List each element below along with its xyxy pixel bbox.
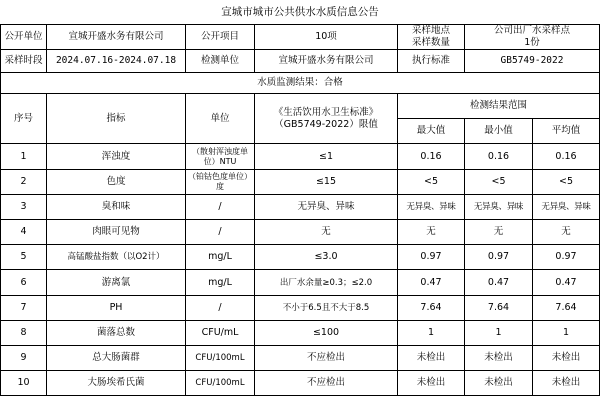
info-row-2 — [1, 50, 600, 73]
row-indicator: 总大肠菌群 — [47, 346, 186, 371]
row-seq: 3 — [1, 195, 47, 220]
row-seq: 5 — [1, 245, 47, 270]
row-seq: 8 — [1, 321, 47, 346]
row-max: 无 — [398, 220, 465, 245]
header-row-1 — [1, 94, 600, 119]
site-value-line-1: 公司出厂水采样点 — [494, 25, 571, 36]
standard-value: GB5749-2022 — [465, 50, 600, 73]
row-max: 未检出 — [398, 346, 465, 371]
item-label: 公开项目 — [186, 25, 255, 50]
header-range: 检测结果范围 — [398, 94, 600, 119]
row-avg: 0.47 — [533, 270, 600, 296]
row-seq: 1 — [1, 144, 47, 170]
row-unit: / — [186, 296, 255, 321]
inspect-label: 检测单位 — [186, 50, 255, 73]
row-avg: 无 — [533, 220, 600, 245]
row-avg: 7.64 — [533, 296, 600, 321]
row-max: 无异臭、异味 — [398, 195, 465, 220]
row-unit: CFU/100mL — [186, 371, 255, 396]
row-indicator: 色度 — [47, 170, 186, 195]
row-min: 无 — [465, 220, 533, 245]
unit-value: 宣城开盛水务有限公司 — [47, 25, 186, 50]
row-min: 0.16 — [465, 144, 533, 170]
header-seq: 序号 — [1, 94, 47, 144]
page-title: 宣城市城市公共供水水质信息公告 — [221, 6, 379, 18]
row-unit: / — [186, 195, 255, 220]
table-row — [1, 371, 600, 396]
row-indicator: 高锰酸盐指数（以O2计） — [47, 245, 186, 270]
unit-label: 公开单位 — [1, 25, 47, 50]
period-label: 采样时段 — [1, 50, 47, 73]
table-row — [1, 245, 600, 270]
row-unit: （散射浑浊度单位）NTU — [186, 144, 255, 170]
row-avg: 未检出 — [533, 346, 600, 371]
row-min: 1 — [465, 321, 533, 346]
table-row — [1, 144, 600, 170]
header-limit-line-1: 《生活饮用水卫生标准》 — [273, 106, 379, 118]
table-row — [1, 346, 600, 371]
row-seq: 6 — [1, 270, 47, 296]
period-value: 2024.07.16-2024.07.18 — [47, 50, 186, 73]
item-value: 10项 — [255, 25, 398, 50]
result-line: 水质监测结果：合格 — [1, 73, 600, 94]
site-label — [398, 25, 465, 50]
row-seq: 7 — [1, 296, 47, 321]
row-avg: 0.97 — [533, 245, 600, 270]
water-quality-table — [0, 24, 600, 396]
row-limit: ≤15 — [255, 170, 398, 195]
row-limit: 不应检出 — [255, 346, 398, 371]
header-min: 最小值 — [465, 119, 533, 144]
header-unit: 单位 — [186, 94, 255, 144]
row-seq: 4 — [1, 220, 47, 245]
row-min: 未检出 — [465, 371, 533, 396]
row-seq: 2 — [1, 170, 47, 195]
row-indicator: 菌落总数 — [47, 321, 186, 346]
standard-label: 执行标准 — [398, 50, 465, 73]
row-indicator: 臭和味 — [47, 195, 186, 220]
row-min: 未检出 — [465, 346, 533, 371]
row-max: 未检出 — [398, 371, 465, 396]
row-indicator: PH — [47, 296, 186, 321]
table-row — [1, 195, 600, 220]
header-limit — [255, 94, 398, 144]
row-avg: <5 — [533, 170, 600, 195]
row-max: 7.64 — [398, 296, 465, 321]
row-limit: ≤3.0 — [255, 245, 398, 270]
row-avg: 0.16 — [533, 144, 600, 170]
row-limit: 无异臭、异味 — [255, 195, 398, 220]
row-limit: 不应检出 — [255, 371, 398, 396]
row-limit: ≤1 — [255, 144, 398, 170]
row-avg: 无异臭、异味 — [533, 195, 600, 220]
header-indicator: 指标 — [47, 94, 186, 144]
row-unit: mg/L — [186, 270, 255, 296]
row-min: 0.97 — [465, 245, 533, 270]
row-limit: 出厂水余量≥0.3；≤2.0 — [255, 270, 398, 296]
site-label-line-2: 采样数量 — [411, 37, 450, 48]
inspect-value: 宣城开盛水务有限公司 — [255, 50, 398, 73]
table-row — [1, 296, 600, 321]
row-min: 0.47 — [465, 270, 533, 296]
row-seq: 9 — [1, 346, 47, 371]
header-limit-line-2: （GB5749-2022）限值 — [274, 118, 378, 130]
row-limit: 无 — [255, 220, 398, 245]
table-row — [1, 321, 600, 346]
row-max: 1 — [398, 321, 465, 346]
site-label-line-1: 采样地点 — [411, 25, 450, 36]
header-max: 最大值 — [398, 119, 465, 144]
row-indicator: 浑浊度 — [47, 144, 186, 170]
site-value — [465, 25, 600, 50]
result-row — [1, 73, 600, 94]
row-max: 0.97 — [398, 245, 465, 270]
row-unit: CFU/100mL — [186, 346, 255, 371]
row-indicator: 大肠埃希氏菌 — [47, 371, 186, 396]
table-row — [1, 270, 600, 296]
row-avg: 1 — [533, 321, 600, 346]
row-unit: / — [186, 220, 255, 245]
site-value-line-2: 1份 — [524, 37, 540, 48]
header-avg: 平均值 — [533, 119, 600, 144]
info-row-1 — [1, 25, 600, 50]
row-min: 7.64 — [465, 296, 533, 321]
row-seq: 10 — [1, 371, 47, 396]
row-max: 0.16 — [398, 144, 465, 170]
row-indicator: 肉眼可见物 — [47, 220, 186, 245]
row-max: 0.47 — [398, 270, 465, 296]
row-unit: mg/L — [186, 245, 255, 270]
row-limit: ≤100 — [255, 321, 398, 346]
row-unit: （铂钴色度单位）度 — [186, 170, 255, 195]
row-indicator: 游离氯 — [47, 270, 186, 296]
row-avg: 未检出 — [533, 371, 600, 396]
row-limit: 不小于6.5且不大于8.5 — [255, 296, 398, 321]
table-row — [1, 170, 600, 195]
row-min: <5 — [465, 170, 533, 195]
row-min: 无异臭、异味 — [465, 195, 533, 220]
row-unit: CFU/mL — [186, 321, 255, 346]
row-max: <5 — [398, 170, 465, 195]
table-row — [1, 220, 600, 245]
